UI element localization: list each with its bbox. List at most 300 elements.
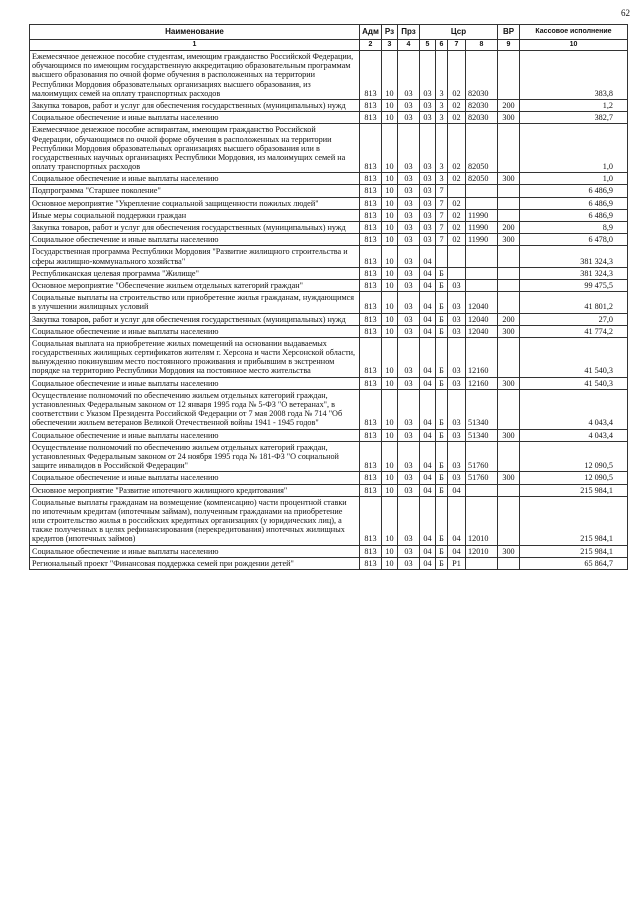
row-value: 41 540,3: [520, 337, 628, 377]
row-rz: 10: [382, 484, 398, 496]
row-vr: [498, 267, 520, 279]
table-row: [30, 325, 628, 337]
row-csr-4: 12160: [466, 377, 498, 389]
row-csr-3: 04: [448, 545, 466, 557]
row-adm: 813: [360, 313, 382, 325]
row-vr: [498, 337, 520, 377]
row-adm: 813: [360, 472, 382, 484]
row-vr: 300: [498, 325, 520, 337]
row-csr-1: 03: [420, 112, 436, 124]
row-csr-2: Б: [436, 389, 448, 429]
table-row: [30, 472, 628, 484]
row-value: 382,7: [520, 112, 628, 124]
row-csr-1: 04: [420, 279, 436, 291]
row-csr-1: 03: [420, 124, 436, 173]
row-csr-3: 02: [448, 99, 466, 111]
row-csr-3: 02: [448, 173, 466, 185]
row-adm: 813: [360, 389, 382, 429]
row-prz: 03: [398, 292, 420, 313]
row-name: Закупка товаров, работ и услуг для обеспечения государственных (муниципальных) нужд: [30, 99, 360, 111]
row-csr-2: Б: [436, 279, 448, 291]
table-row: [30, 377, 628, 389]
row-value: 381 324,3: [520, 267, 628, 279]
row-csr-4: 11990: [466, 222, 498, 234]
row-csr-2: Б: [436, 441, 448, 472]
table-row: [30, 209, 628, 221]
row-csr-4: 12010: [466, 545, 498, 557]
row-csr-3: P1: [448, 557, 466, 569]
row-csr-4: 82030: [466, 112, 498, 124]
row-csr-4: 11990: [466, 209, 498, 221]
row-prz: 03: [398, 545, 420, 557]
row-rz: 10: [382, 545, 398, 557]
row-value: 65 864,7: [520, 557, 628, 569]
row-csr-1: 04: [420, 441, 436, 472]
row-csr-3: 02: [448, 234, 466, 246]
row-prz: 03: [398, 197, 420, 209]
row-csr-1: 04: [420, 267, 436, 279]
row-name: Осуществление полномочий по обеспечению жильем отдельных категорий граждан, установленных Федеральным законом от 12 января 1995 года № 5-ФЗ "О ветеранах", в соответствии с Указом Президента Российской Федерации от 7 мая 2008 года № 714 "Об обеспечении жильем ветеранов Великой Отечественной войны 1941 - 1945 годов": [30, 389, 360, 429]
row-value: 215 984,1: [520, 545, 628, 557]
row-csr-3: 03: [448, 472, 466, 484]
row-name: Социальное обеспечение и иные выплаты населению: [30, 173, 360, 185]
row-value: 99 475,5: [520, 279, 628, 291]
row-vr: [498, 51, 520, 100]
row-vr: [498, 185, 520, 197]
row-vr: 200: [498, 222, 520, 234]
row-prz: 03: [398, 429, 420, 441]
row-value: 12 090,5: [520, 441, 628, 472]
row-csr-3: [448, 246, 466, 267]
row-rz: 10: [382, 99, 398, 111]
row-name: Закупка товаров, работ и услуг для обеспечения государственных (муниципальных) нужд: [30, 313, 360, 325]
row-name: Основное мероприятие "Укрепление социальной защищенности пожилых людей": [30, 197, 360, 209]
table-row: [30, 292, 628, 313]
row-value: 41 801,2: [520, 292, 628, 313]
row-name: Основное мероприятие "Развитие ипотечного жилищного кредитования": [30, 484, 360, 496]
row-csr-1: 04: [420, 472, 436, 484]
header-csr: Цср: [420, 25, 498, 40]
row-rz: 10: [382, 185, 398, 197]
row-csr-3: 03: [448, 337, 466, 377]
row-rz: 10: [382, 337, 398, 377]
row-value: 6 486,9: [520, 197, 628, 209]
row-name: Осуществление полномочий по обеспечению жильем отдельных категорий граждан, установленных Федеральным законом от 24 ноября 1995 года № 181-ФЗ "О социальной защите инвалидов в Российской Федерации": [30, 441, 360, 472]
row-value: 4 043,4: [520, 389, 628, 429]
header-rz: Рз: [382, 25, 398, 40]
row-adm: 813: [360, 545, 382, 557]
row-csr-3: 03: [448, 325, 466, 337]
row-adm: 813: [360, 246, 382, 267]
row-csr-2: [436, 246, 448, 267]
column-numbers-row: [30, 40, 628, 51]
table-row: [30, 234, 628, 246]
header-name: Наименование: [30, 25, 360, 40]
row-rz: 10: [382, 389, 398, 429]
row-name: Закупка товаров, работ и услуг для обеспечения государственных (муниципальных) нужд: [30, 222, 360, 234]
column-number: 7: [448, 40, 466, 51]
row-rz: 10: [382, 313, 398, 325]
row-csr-1: 03: [420, 99, 436, 111]
row-rz: 10: [382, 173, 398, 185]
row-prz: 03: [398, 441, 420, 472]
row-rz: 10: [382, 197, 398, 209]
row-adm: 813: [360, 99, 382, 111]
column-number: 4: [398, 40, 420, 51]
row-name: Социальное обеспечение и иные выплаты населению: [30, 234, 360, 246]
row-csr-1: 03: [420, 51, 436, 100]
row-csr-2: 7: [436, 222, 448, 234]
row-prz: 03: [398, 313, 420, 325]
row-name: Социальное обеспечение и иные выплаты населению: [30, 112, 360, 124]
row-csr-1: 04: [420, 377, 436, 389]
row-csr-2: Б: [436, 484, 448, 496]
row-prz: 03: [398, 472, 420, 484]
row-csr-3: 03: [448, 313, 466, 325]
row-rz: 10: [382, 112, 398, 124]
table-row: [30, 279, 628, 291]
budget-table: [29, 24, 628, 570]
row-name: Государственная программа Республики Мордовия "Развитие жилищного строительства и сферы жилищно-коммунального хозяйства": [30, 246, 360, 267]
row-value: 215 984,1: [520, 484, 628, 496]
row-rz: 10: [382, 429, 398, 441]
table-row: [30, 222, 628, 234]
table-row: [30, 51, 628, 100]
row-value: 215 984,1: [520, 496, 628, 545]
row-csr-3: 02: [448, 209, 466, 221]
row-csr-4: 12040: [466, 313, 498, 325]
row-csr-4: [466, 197, 498, 209]
row-csr-1: 04: [420, 496, 436, 545]
row-prz: 03: [398, 484, 420, 496]
row-csr-4: 11990: [466, 234, 498, 246]
row-csr-2: Б: [436, 545, 448, 557]
row-csr-3: 03: [448, 429, 466, 441]
row-csr-1: 04: [420, 429, 436, 441]
row-rz: 10: [382, 472, 398, 484]
row-csr-4: 51340: [466, 429, 498, 441]
row-csr-3: 02: [448, 197, 466, 209]
row-adm: 813: [360, 197, 382, 209]
row-prz: 03: [398, 124, 420, 173]
row-csr-3: 02: [448, 222, 466, 234]
row-value: 27,0: [520, 313, 628, 325]
column-number: 9: [498, 40, 520, 51]
row-rz: 10: [382, 557, 398, 569]
row-csr-2: Б: [436, 472, 448, 484]
table-row: [30, 173, 628, 185]
row-prz: 03: [398, 99, 420, 111]
row-adm: 813: [360, 377, 382, 389]
row-adm: 813: [360, 267, 382, 279]
row-value: 1,2: [520, 99, 628, 111]
row-csr-1: 03: [420, 222, 436, 234]
row-name: Социальное обеспечение и иные выплаты населению: [30, 325, 360, 337]
row-name: Республиканская целевая программа "Жилище": [30, 267, 360, 279]
row-prz: 03: [398, 337, 420, 377]
table-row: [30, 197, 628, 209]
row-csr-1: 04: [420, 337, 436, 377]
row-vr: [498, 441, 520, 472]
row-prz: 03: [398, 51, 420, 100]
row-name: Подпрограмма "Старшее поколение": [30, 185, 360, 197]
row-csr-3: 03: [448, 441, 466, 472]
header-prz: Прз: [398, 25, 420, 40]
row-csr-1: 04: [420, 545, 436, 557]
row-csr-2: Б: [436, 557, 448, 569]
row-csr-1: 04: [420, 325, 436, 337]
row-csr-4: 12010: [466, 496, 498, 545]
row-prz: 03: [398, 185, 420, 197]
row-prz: 03: [398, 112, 420, 124]
table-header: [30, 25, 628, 51]
column-number: 10: [520, 40, 628, 51]
row-vr: 300: [498, 545, 520, 557]
row-rz: 10: [382, 496, 398, 545]
row-prz: 03: [398, 246, 420, 267]
column-number: 6: [436, 40, 448, 51]
row-csr-2: Б: [436, 313, 448, 325]
row-adm: 813: [360, 337, 382, 377]
row-adm: 813: [360, 484, 382, 496]
row-rz: 10: [382, 325, 398, 337]
row-name: Социальные выплаты гражданам на возмещение (компенсацию) части процентной ставки по ипотечным кредитам (ипотечным займам), полученным гражданами на приобретение или строительство жилья в российских кредитных организациях (у юридических лиц), а также полученных в целях рефинансирования (перекредитования) ипотечных жилищных кредитов (ипотечных займов): [30, 496, 360, 545]
row-adm: 813: [360, 292, 382, 313]
row-name: Ежемесячное денежное пособие аспирантам, имеющим гражданство Российской Федерации, обучающимся по очной форме обучения в расположенных на территории Республики Мордовия образовательных организациях высшего образования или в государственных научных организациях Республики Мордовия, из малоимущих семей на оплату транспортных расходов: [30, 124, 360, 173]
row-vr: 300: [498, 472, 520, 484]
row-vr: 300: [498, 429, 520, 441]
row-csr-4: 82030: [466, 51, 498, 100]
table-row: [30, 389, 628, 429]
row-value: 383,8: [520, 51, 628, 100]
row-csr-1: 04: [420, 292, 436, 313]
table-row: [30, 429, 628, 441]
row-value: 6 486,9: [520, 185, 628, 197]
table-row: [30, 112, 628, 124]
row-value: 8,9: [520, 222, 628, 234]
row-rz: 10: [382, 279, 398, 291]
row-vr: [498, 124, 520, 173]
column-number: 8: [466, 40, 498, 51]
row-rz: 10: [382, 234, 398, 246]
row-csr-4: [466, 246, 498, 267]
table-row: [30, 496, 628, 545]
row-rz: 10: [382, 51, 398, 100]
row-csr-2: 7: [436, 197, 448, 209]
row-value: 1,0: [520, 173, 628, 185]
header-vr: ВР: [498, 25, 520, 40]
row-csr-2: 3: [436, 99, 448, 111]
table-row: [30, 441, 628, 472]
column-number: 1: [30, 40, 360, 51]
row-csr-4: 12040: [466, 292, 498, 313]
row-csr-4: [466, 557, 498, 569]
row-rz: 10: [382, 377, 398, 389]
column-number: 3: [382, 40, 398, 51]
table-row: [30, 557, 628, 569]
row-vr: [498, 557, 520, 569]
row-csr-4: 82050: [466, 173, 498, 185]
row-vr: [498, 279, 520, 291]
row-csr-2: Б: [436, 429, 448, 441]
row-csr-1: 04: [420, 484, 436, 496]
row-csr-3: 03: [448, 292, 466, 313]
row-adm: 813: [360, 51, 382, 100]
row-name: Социальное обеспечение и иные выплаты населению: [30, 377, 360, 389]
row-prz: 03: [398, 234, 420, 246]
row-csr-4: [466, 185, 498, 197]
row-csr-2: 7: [436, 209, 448, 221]
row-name: Социальная выплата на приобретение жилых помещений на основании выдаваемых государственных жилищных сертификатов жителям г. Херсона и части Херсонской области, вынужденно покинувшим место постоянного проживания и прибывшим в экстренном порядке на территорию Республики Мордовия на постоянное место жительства: [30, 337, 360, 377]
row-name: Иные меры социальной поддержки граждан: [30, 209, 360, 221]
row-csr-1: 04: [420, 389, 436, 429]
row-csr-2: Б: [436, 267, 448, 279]
row-value: 6 478,0: [520, 234, 628, 246]
row-rz: 10: [382, 246, 398, 267]
row-csr-1: 03: [420, 234, 436, 246]
row-csr-3: 02: [448, 51, 466, 100]
row-prz: 03: [398, 325, 420, 337]
row-vr: 300: [498, 173, 520, 185]
row-name: Основное мероприятие "Обеспечение жильем отдельных категорий граждан": [30, 279, 360, 291]
row-vr: [498, 197, 520, 209]
row-value: 41 540,3: [520, 377, 628, 389]
row-vr: 200: [498, 313, 520, 325]
row-csr-1: 04: [420, 246, 436, 267]
row-prz: 03: [398, 389, 420, 429]
row-adm: 813: [360, 234, 382, 246]
row-vr: 300: [498, 112, 520, 124]
row-vr: [498, 246, 520, 267]
column-number: 2: [360, 40, 382, 51]
header-exec: Кассовое исполнение: [520, 25, 628, 40]
row-adm: 813: [360, 112, 382, 124]
row-csr-3: 04: [448, 484, 466, 496]
row-csr-1: 04: [420, 557, 436, 569]
row-csr-3: [448, 185, 466, 197]
table-row: [30, 337, 628, 377]
table-row: [30, 185, 628, 197]
table-row: [30, 246, 628, 267]
row-prz: 03: [398, 222, 420, 234]
row-value: 1,0: [520, 124, 628, 173]
row-prz: 03: [398, 267, 420, 279]
row-csr-3: 03: [448, 389, 466, 429]
row-csr-2: Б: [436, 377, 448, 389]
row-prz: 03: [398, 557, 420, 569]
row-adm: 813: [360, 173, 382, 185]
row-csr-4: 51340: [466, 389, 498, 429]
row-adm: 813: [360, 222, 382, 234]
row-rz: 10: [382, 292, 398, 313]
row-name: Ежемесячное денежное пособие студентам, имеющим гражданство Российской Федерации, обучающимся по имеющим государственную аккредитацию образовательным программам высшего образования по очной форме обучения в расположенных на территории Республики Мордовия образовательных организациях высшего образования, из малоимущих семей на оплату транспортных расходов: [30, 51, 360, 100]
table-row: [30, 99, 628, 111]
row-vr: 300: [498, 377, 520, 389]
row-csr-3: 03: [448, 279, 466, 291]
row-csr-2: Б: [436, 337, 448, 377]
table-body: [30, 51, 628, 570]
row-csr-3: 04: [448, 496, 466, 545]
row-rz: 10: [382, 267, 398, 279]
row-csr-1: 03: [420, 173, 436, 185]
row-csr-1: 04: [420, 313, 436, 325]
row-name: Социальное обеспечение и иные выплаты населению: [30, 472, 360, 484]
row-adm: 813: [360, 209, 382, 221]
row-vr: [498, 389, 520, 429]
row-csr-4: 51760: [466, 441, 498, 472]
row-csr-2: 3: [436, 51, 448, 100]
row-adm: 813: [360, 279, 382, 291]
row-vr: [498, 292, 520, 313]
table-row: [30, 267, 628, 279]
row-vr: [498, 209, 520, 221]
row-prz: 03: [398, 279, 420, 291]
row-vr: 300: [498, 234, 520, 246]
row-prz: 03: [398, 496, 420, 545]
row-csr-2: 3: [436, 173, 448, 185]
row-rz: 10: [382, 124, 398, 173]
row-csr-4: 82050: [466, 124, 498, 173]
row-csr-2: 3: [436, 112, 448, 124]
row-csr-4: [466, 267, 498, 279]
row-value: 6 486,9: [520, 209, 628, 221]
row-csr-4: 51760: [466, 472, 498, 484]
row-csr-2: 7: [436, 234, 448, 246]
row-name: Социальное обеспечение и иные выплаты населению: [30, 429, 360, 441]
row-adm: 813: [360, 325, 382, 337]
row-csr-2: Б: [436, 496, 448, 545]
table-row: [30, 313, 628, 325]
row-adm: 813: [360, 124, 382, 173]
header-adm: Адм: [360, 25, 382, 40]
column-number: 5: [420, 40, 436, 51]
table-row: [30, 124, 628, 173]
row-csr-4: [466, 484, 498, 496]
row-name: Социальное обеспечение и иные выплаты населению: [30, 545, 360, 557]
row-csr-2: 7: [436, 185, 448, 197]
row-csr-3: 02: [448, 112, 466, 124]
row-rz: 10: [382, 209, 398, 221]
row-prz: 03: [398, 377, 420, 389]
row-rz: 10: [382, 222, 398, 234]
page-number: 62: [621, 8, 630, 18]
row-vr: [498, 484, 520, 496]
row-csr-4: 12160: [466, 337, 498, 377]
row-adm: 813: [360, 496, 382, 545]
row-adm: 813: [360, 429, 382, 441]
table-row: [30, 484, 628, 496]
row-csr-2: 3: [436, 124, 448, 173]
row-csr-1: 03: [420, 209, 436, 221]
row-name: Региональный проект "Финансовая поддержка семей при рождении детей": [30, 557, 360, 569]
row-adm: 813: [360, 185, 382, 197]
row-csr-3: [448, 267, 466, 279]
row-vr: [498, 496, 520, 545]
row-vr: 200: [498, 99, 520, 111]
row-csr-3: 03: [448, 377, 466, 389]
row-prz: 03: [398, 209, 420, 221]
row-rz: 10: [382, 441, 398, 472]
row-csr-4: 82030: [466, 99, 498, 111]
row-adm: 813: [360, 441, 382, 472]
row-adm: 813: [360, 557, 382, 569]
row-prz: 03: [398, 173, 420, 185]
table-row: [30, 545, 628, 557]
row-csr-2: Б: [436, 325, 448, 337]
row-value: 12 090,5: [520, 472, 628, 484]
row-value: 381 324,3: [520, 246, 628, 267]
row-value: 4 043,4: [520, 429, 628, 441]
